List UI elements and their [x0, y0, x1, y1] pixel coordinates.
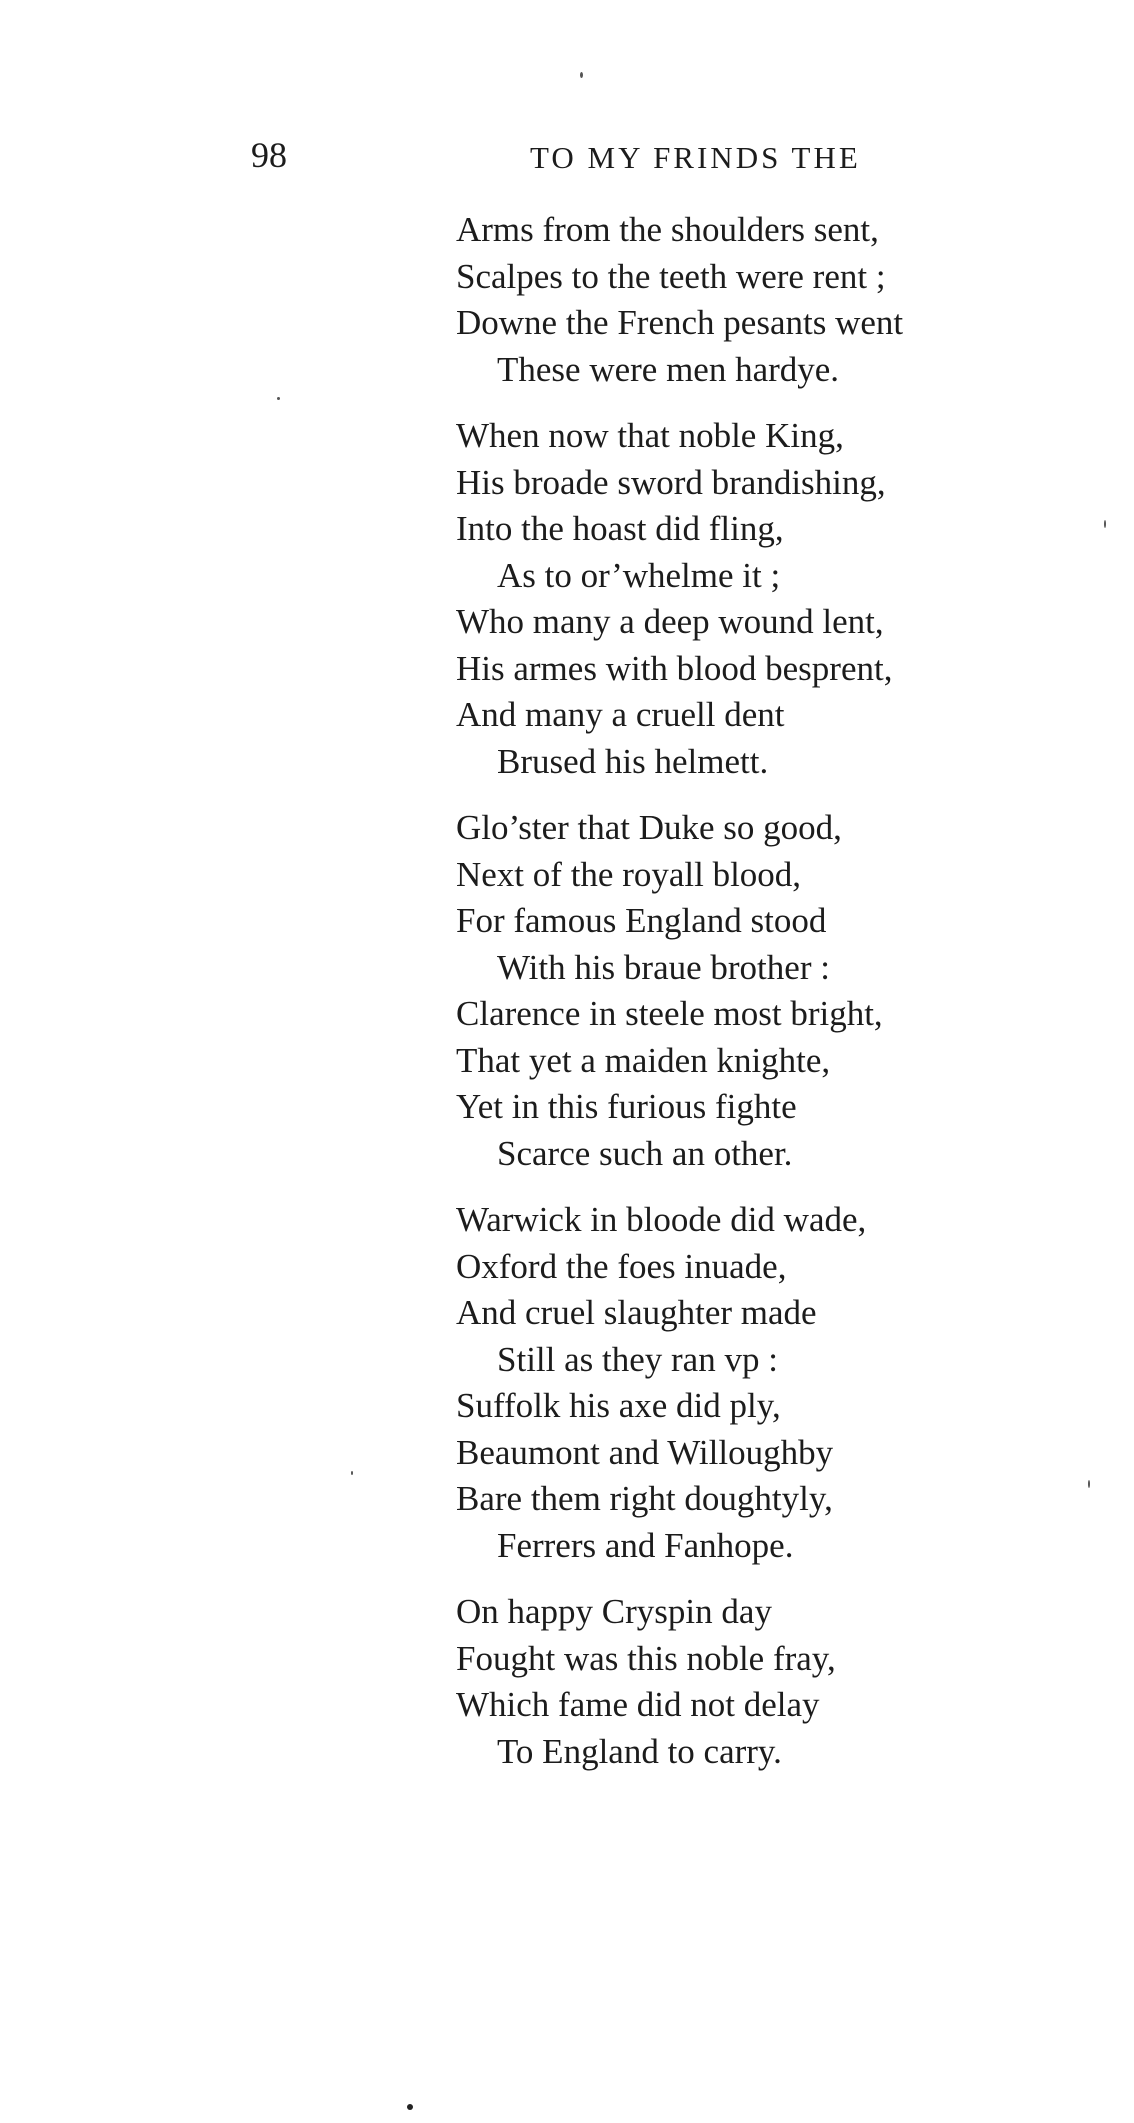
poem-line: His broade sword brandishing,: [456, 462, 886, 502]
poem-line: Who many a deep wound lent,: [456, 602, 884, 641]
poem-line: For famous England stood: [456, 901, 827, 940]
poem-line: To England to carry.: [497, 1731, 782, 1771]
stanza: [456, 805, 1056, 1177]
poem-line: Bare them right doughtyly,: [456, 1479, 833, 1518]
poem-line: His armes with blood besprent,: [456, 648, 893, 688]
stanza: [456, 207, 1056, 393]
poem-line: Into the hoast did fling,: [456, 509, 784, 548]
poem-line: And cruel slaughter made: [456, 1293, 817, 1332]
poem-line: Still as they ran vp :: [497, 1339, 778, 1379]
scan-speck: [407, 2104, 413, 2110]
poem-line: Ferrers and Fanhope.: [497, 1525, 794, 1565]
scan-speck: [1104, 520, 1106, 528]
poem-line: With his braue brother :: [497, 947, 830, 987]
poem-line: That yet a maiden knighte,: [456, 1040, 831, 1080]
poem-line: Yet in this furious fighte: [456, 1087, 797, 1126]
poem-line: Glo’ster that Duke so good,: [456, 808, 842, 847]
stanza: [456, 1589, 1056, 1775]
poem-line: Arms from the shoulders sent,: [456, 210, 879, 249]
scan-speck: [351, 1471, 353, 1475]
poem-line: Suffolk his axe did ply,: [456, 1386, 781, 1425]
poem-line: These were men hardye.: [497, 349, 840, 389]
poem-line: Scarce such an other.: [497, 1133, 793, 1173]
poem-line: Oxford the foes inuade,: [456, 1246, 787, 1286]
scan-speck: [1088, 1480, 1090, 1488]
stanza: [456, 1197, 1056, 1569]
stanza: [456, 413, 1056, 785]
running-head: TO MY FRINDS THE: [530, 140, 861, 175]
poem-line: Next of the royall blood,: [456, 854, 802, 894]
poem-line: When now that noble King,: [456, 416, 844, 455]
poem-line: Which fame did not delay: [456, 1685, 820, 1724]
scan-speck: [277, 397, 280, 400]
poem-line: Beaumont and Willoughby: [456, 1432, 834, 1472]
poem-line: Clarence in steele most bright,: [456, 994, 883, 1033]
poem-line: And many a cruell dent: [456, 695, 785, 734]
poem-line: On happy Cryspin day: [456, 1592, 772, 1631]
poem-line: Fought was this noble fray,: [456, 1638, 836, 1678]
poem-line: As to or’whelme it ;: [497, 555, 781, 595]
scan-speck: [580, 72, 583, 78]
page-number: 98: [251, 135, 287, 175]
poem: [456, 207, 1056, 1795]
poem-line: Brused his helmett.: [497, 741, 769, 781]
poem-line: Scalpes to the teeth were rent ;: [456, 256, 886, 296]
poem-line: Warwick in bloode did wade,: [456, 1200, 867, 1239]
poem-line: Downe the French pesants went: [456, 303, 904, 342]
